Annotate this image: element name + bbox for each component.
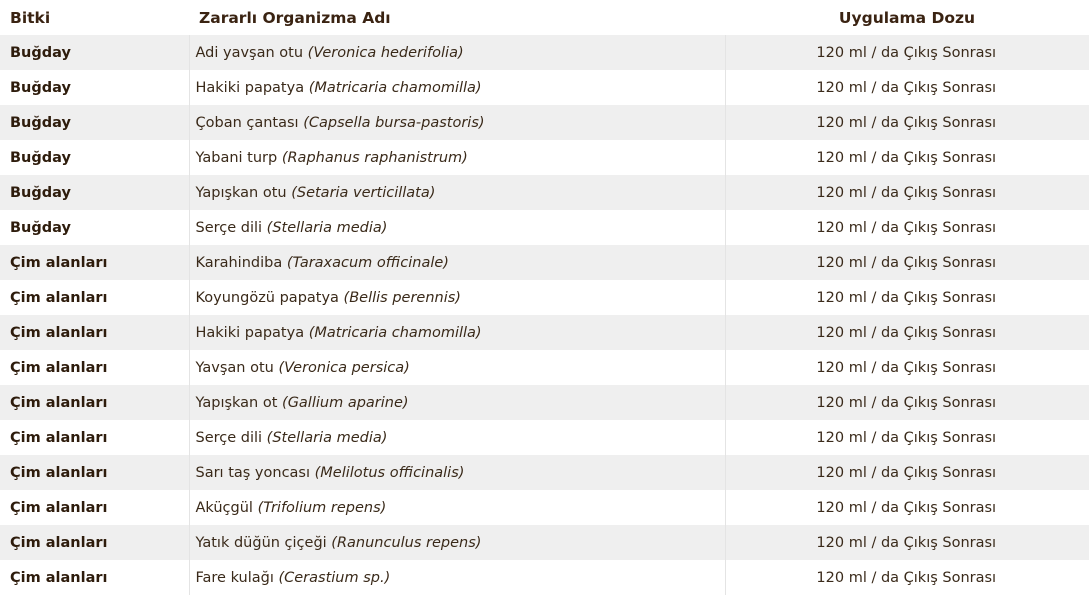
organism-cell <box>189 280 725 315</box>
table-row <box>0 420 1089 455</box>
header-dose: Uygulama Dozu <box>838 8 976 27</box>
organism-cell <box>189 420 725 455</box>
plant-cell: Buğday <box>0 175 189 210</box>
organism-latin-name: (Stellaria media) <box>266 429 388 446</box>
table-row <box>0 280 1089 315</box>
plant-cell: Buğday <box>0 140 189 175</box>
organism-common-name: Sarı taş yoncası <box>195 464 311 481</box>
organism-cell <box>189 175 725 210</box>
dose-cell: 120 ml / da Çıkış Sonrası <box>725 350 1089 385</box>
organism-cell <box>189 455 725 490</box>
dose-cell: 120 ml / da Çıkış Sonrası <box>725 385 1089 420</box>
plant-cell: Çim alanları <box>0 385 189 420</box>
organism-cell <box>189 525 725 560</box>
organism-common-name: Serçe dili <box>195 429 263 446</box>
organism-common-name: Yabani turp <box>195 149 278 166</box>
organism-common-name: Yapışkan ot <box>195 394 278 411</box>
dose-cell: 120 ml / da Çıkış Sonrası <box>725 315 1089 350</box>
organism-latin-name: (Setaria verticillata) <box>291 184 436 201</box>
table-row <box>0 140 1089 175</box>
table-body <box>0 35 1089 595</box>
table-row <box>0 525 1089 560</box>
organism-cell <box>189 385 725 420</box>
organism-latin-name: (Veronica hederifolia) <box>307 44 464 61</box>
plant-cell: Çim alanları <box>0 245 189 280</box>
organism-cell <box>189 490 725 525</box>
plant-cell: Çim alanları <box>0 490 189 525</box>
header-organism: Zararlı Organizma Adı <box>199 8 391 27</box>
organism-common-name: Serçe dili <box>195 219 263 236</box>
organism-cell <box>189 70 725 105</box>
plant-cell: Çim alanları <box>0 350 189 385</box>
organism-common-name: Koyungözü papatya <box>195 289 339 306</box>
organism-cell <box>189 560 725 595</box>
plant-cell: Çim alanları <box>0 280 189 315</box>
organism-latin-name: (Melilotus officinalis) <box>314 464 465 481</box>
organism-common-name: Hakiki papatya <box>195 79 305 96</box>
organism-latin-name: (Stellaria media) <box>266 219 388 236</box>
plant-cell: Buğday <box>0 35 189 70</box>
organism-cell <box>189 140 725 175</box>
organism-common-name: Adi yavşan otu <box>195 44 304 61</box>
plant-cell: Çim alanları <box>0 315 189 350</box>
dose-cell: 120 ml / da Çıkış Sonrası <box>725 525 1089 560</box>
organism-latin-name: (Cerastium sp.) <box>278 569 391 586</box>
dose-cell: 120 ml / da Çıkış Sonrası <box>725 560 1089 595</box>
table-row <box>0 490 1089 525</box>
dose-cell: 120 ml / da Çıkış Sonrası <box>725 35 1089 70</box>
organism-latin-name: (Taraxacum officinale) <box>286 254 449 271</box>
plant-cell: Çim alanları <box>0 455 189 490</box>
dose-cell: 120 ml / da Çıkış Sonrası <box>725 490 1089 525</box>
table-row <box>0 350 1089 385</box>
organism-common-name: Aküçgül <box>195 499 253 516</box>
organism-latin-name: (Matricaria chamomilla) <box>308 79 482 96</box>
plant-cell: Buğday <box>0 70 189 105</box>
organism-cell <box>189 245 725 280</box>
organism-common-name: Hakiki papatya <box>195 324 305 341</box>
organism-latin-name: (Bellis perennis) <box>343 289 461 306</box>
table-row <box>0 35 1089 70</box>
organism-cell <box>189 35 725 70</box>
organism-common-name: Fare kulağı <box>195 569 274 586</box>
dose-cell: 120 ml / da Çıkış Sonrası <box>725 105 1089 140</box>
organism-cell <box>189 105 725 140</box>
dose-cell: 120 ml / da Çıkış Sonrası <box>725 140 1089 175</box>
plant-cell: Buğday <box>0 105 189 140</box>
organism-latin-name: (Gallium aparine) <box>282 394 409 411</box>
dose-cell: 120 ml / da Çıkış Sonrası <box>725 245 1089 280</box>
dose-cell: 120 ml / da Çıkış Sonrası <box>725 70 1089 105</box>
organism-latin-name: (Veronica persica) <box>278 359 410 376</box>
organism-common-name: Yavşan otu <box>195 359 274 376</box>
plant-cell: Çim alanları <box>0 420 189 455</box>
organism-latin-name: (Capsella bursa-pastoris) <box>303 114 485 131</box>
organism-common-name: Karahindiba <box>195 254 283 271</box>
organism-latin-name: (Matricaria chamomilla) <box>308 324 482 341</box>
dose-cell: 120 ml / da Çıkış Sonrası <box>725 175 1089 210</box>
organism-common-name: Yatık düğün çiçeği <box>195 534 327 551</box>
table-row <box>0 560 1089 595</box>
dose-cell: 120 ml / da Çıkış Sonrası <box>725 455 1089 490</box>
table-row <box>0 245 1089 280</box>
header-plant: Bitki <box>10 8 51 27</box>
table-row <box>0 385 1089 420</box>
organism-common-name: Yapışkan otu <box>195 184 287 201</box>
table-row <box>0 175 1089 210</box>
organism-cell <box>189 315 725 350</box>
dose-cell: 120 ml / da Çıkış Sonrası <box>725 280 1089 315</box>
organism-common-name: Çoban çantası <box>195 114 299 131</box>
dose-cell: 120 ml / da Çıkış Sonrası <box>725 210 1089 245</box>
organism-latin-name: (Trifolium repens) <box>257 499 387 516</box>
dose-cell: 120 ml / da Çıkış Sonrası <box>725 420 1089 455</box>
organism-latin-name: (Raphanus raphanistrum) <box>281 149 468 166</box>
organism-cell <box>189 210 725 245</box>
table-row <box>0 70 1089 105</box>
table-row <box>0 455 1089 490</box>
organism-cell <box>189 350 725 385</box>
table-row <box>0 105 1089 140</box>
plant-cell: Çim alanları <box>0 525 189 560</box>
organism-latin-name: (Ranunculus repens) <box>331 534 482 551</box>
table-row <box>0 210 1089 245</box>
table-header-row <box>0 0 1089 35</box>
plant-cell: Çim alanları <box>0 560 189 595</box>
plant-cell: Buğday <box>0 210 189 245</box>
table-row <box>0 315 1089 350</box>
